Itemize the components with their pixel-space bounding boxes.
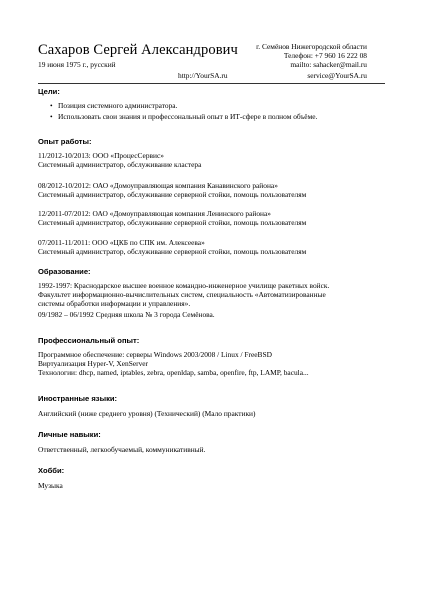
bullet-icon: • [50,112,53,121]
goal-item: Использовать свои знания и профессональный опыт в ИТ-сфере в полном объёме. [58,112,318,121]
full-name: Сахаров Сергей Александрович [38,42,238,58]
personal-line: Ответственный, легкообучаемый, коммуникативный. [38,445,206,454]
professional-line: Программное обеспечение: серверы Windows 2003/2008 / Linux / FreeBSD [38,350,272,359]
job-period: 07/2011-11/2011: ООО «ЦКБ по СПК им. Алексеева» [38,238,205,247]
professional-heading: Профессиональный опыт: [38,336,140,345]
job-role: Системный администратор, обслуживание серверной стойки, помощь пользователям [38,247,307,256]
goals-heading: Цели: [38,87,60,96]
job-period: 12/2011-07/2012: ОАО «Домоуправляющая компания Ленинского района» [38,209,271,218]
email-link-service[interactable]: service@YourSA.ru [307,71,367,80]
professional-line: Технологии: dhcp, named, iptables, zebra, openldap, samba, openfire, ftp, LAMP, bacula... [38,368,309,377]
personal-heading: Личные навыки: [38,430,101,439]
job-role: Системный администратор, обслуживание серверной стойки, помощь пользователям [38,190,307,199]
job-role: Системный администратор, обслуживание кластера [38,160,202,169]
education-line: 1992-1997: Краснодарское высшее военное командно-инженерное училище ракетных войск. [38,281,330,290]
birth-info: 19 июня 1975 г., русский [38,60,116,69]
professional-line: Виртуализация Hyper-V, XenServer [38,359,149,368]
email-link-primary[interactable]: mailto: sahacker@mail.ru [290,60,367,69]
job-period: 11/2012-10/2013: ООО «ПроцесСервис» [38,151,164,160]
education-line: системы обработки информации и управления». [38,299,191,308]
languages-heading: Иностранные языки: [38,394,118,403]
bullet-icon: • [50,101,53,110]
languages-line: Английский (ниже среднего уровня) (Технический) (Мало практики) [38,409,256,418]
hobby-line: Музыка [38,481,63,490]
experience-heading: Опыт работы: [38,137,92,146]
hobby-heading: Хобби: [38,466,65,475]
address: г. Семёнов Нижегородской области [256,42,367,51]
education-heading: Образование: [38,267,91,276]
goal-item: Позиция системного администратора. [58,101,178,110]
education-line: Факультет информационно-вычислительных систем, специальность «Автоматизированные [38,290,326,299]
website-link[interactable]: http://YourSA.ru [178,71,228,80]
job-period: 08/2012-10/2012: ОАО «Домоуправляющая компания Канавинского района» [38,181,278,190]
education-line: 09/1982 – 06/1992 Средняя школа № 3 города Семёнова. [38,310,215,319]
phone: Телефон: +7 960 16 222 08 [283,51,367,60]
header-divider [38,83,385,84]
job-role: Системный администратор, обслуживание серверной стойки, помощь пользователям [38,218,307,227]
